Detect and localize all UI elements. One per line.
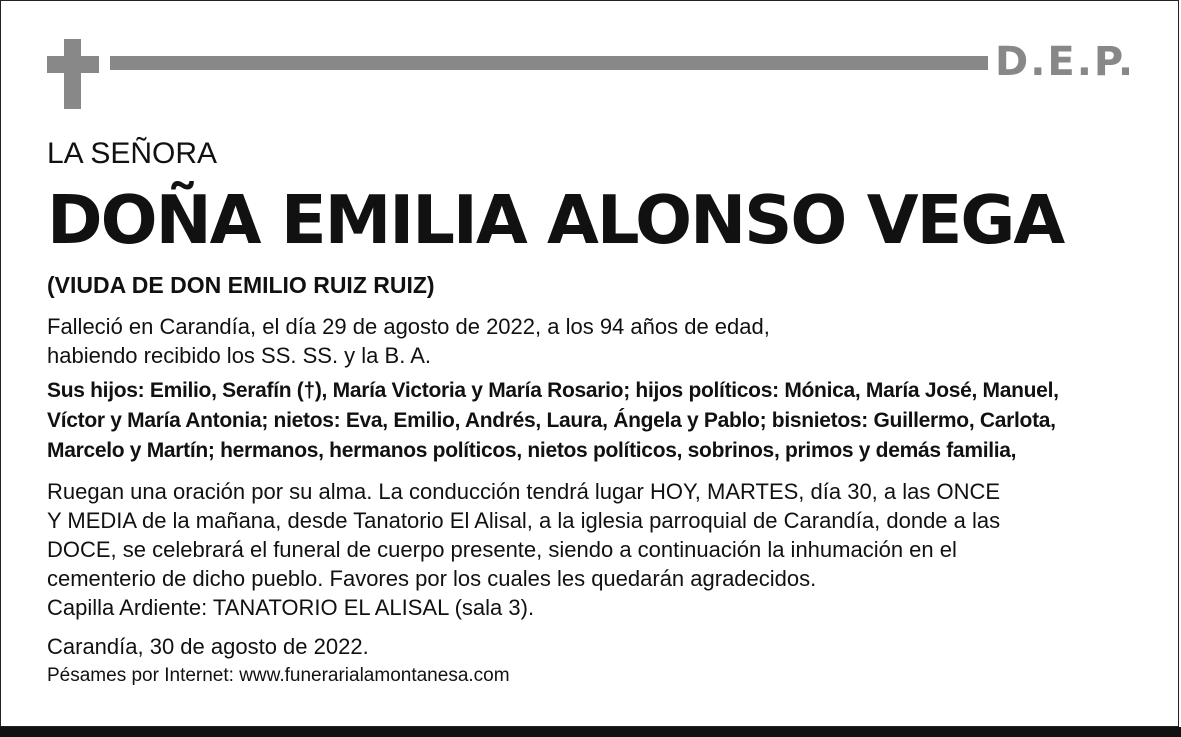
header-rule bbox=[110, 56, 988, 70]
family-line: Sus hijos: Emilio, Serafín (†), María Victoria y María Rosario; hijos políticos: Mónica, María José, Manuel, bbox=[47, 379, 1059, 402]
honorific: LA SEÑORA bbox=[47, 137, 218, 170]
ceremony-line: Ruegan una oración por su alma. La conducción tendrá lugar HOY, MARTES, día 30, a las ONCE bbox=[47, 479, 1001, 504]
ceremony-line: Y MEDIA de la mañana, desde Tanatorio El Alisal, a la iglesia parroquial de Carandía, donde a las bbox=[47, 508, 1001, 533]
ceremony-line: Capilla Ardiente: TANATORIO EL ALISAL (sala 3). bbox=[47, 595, 535, 620]
family-line: Víctor y María Antonia; nietos: Eva, Emilio, Andrés, Laura, Ángela y Pablo; bisnietos: Guillermo, Carlota, bbox=[47, 409, 1056, 432]
place-date: Carandía, 30 de agosto de 2022. bbox=[47, 634, 369, 659]
death-line: habiendo recibido los SS. SS. y la B. A. bbox=[47, 343, 432, 368]
bottom-bar bbox=[0, 727, 1181, 737]
cross-icon bbox=[47, 39, 99, 109]
death-line: Falleció en Carandía, el día 29 de agosto de 2022, a los 94 años de edad, bbox=[47, 314, 770, 339]
dep-label: D.E.P. bbox=[995, 39, 1136, 85]
deceased-name: DOÑA EMILIA ALONSO VEGA bbox=[47, 181, 1064, 259]
widow-note: (VIUDA DE DON EMILIO RUIZ RUIZ) bbox=[47, 272, 435, 298]
ceremony-line: cementerio de dicho pueblo. Favores por los cuales les quedarán agradecidos. bbox=[47, 566, 817, 591]
condolences-link[interactable]: Pésames por Internet: www.funerarialamontanesa.com bbox=[47, 665, 510, 686]
ceremony-line: DOCE, se celebrará el funeral de cuerpo presente, siendo a continuación la inhumación en el bbox=[47, 537, 957, 562]
family-line: Marcelo y Martín; hermanos, hermanos políticos, nietos políticos, sobrinos, primos y demás familia, bbox=[47, 439, 1017, 462]
